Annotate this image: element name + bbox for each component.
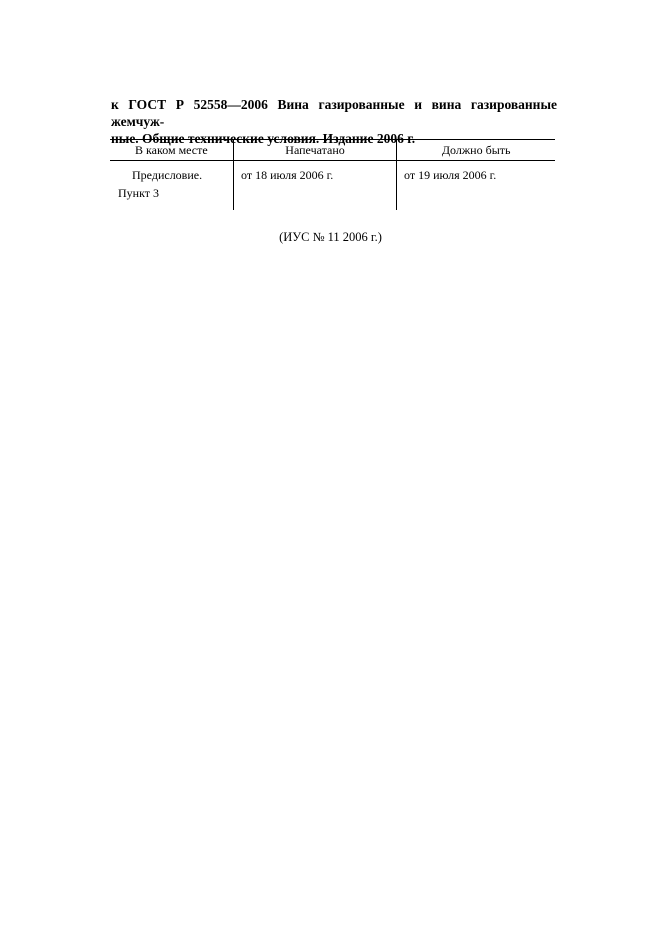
cell-printed: от 18 июля 2006 г. <box>233 161 396 210</box>
header-place: В каком месте <box>135 143 208 157</box>
heading-line-1: к ГОСТ Р 52558—2006 Вина газированные и вина газированные жемчуж- <box>111 97 557 129</box>
table-header-row <box>110 140 555 161</box>
header-printed: Напечатано <box>233 140 397 160</box>
header-should-be: Должно быть <box>396 140 555 160</box>
ius-reference: (ИУС № 11 2006 г.) <box>279 230 382 244</box>
heading-line-2: ные. Общие технические условия. Издание 2006 г. <box>111 131 416 146</box>
cell-place-line-1: Предисловие. <box>132 168 203 182</box>
cell-place-line-2: Пункт 3 <box>118 186 160 200</box>
cell-place <box>110 161 233 210</box>
cell-should-be: от 19 июля 2006 г. <box>396 161 554 210</box>
correction-table <box>110 139 555 210</box>
table-row <box>110 161 555 210</box>
